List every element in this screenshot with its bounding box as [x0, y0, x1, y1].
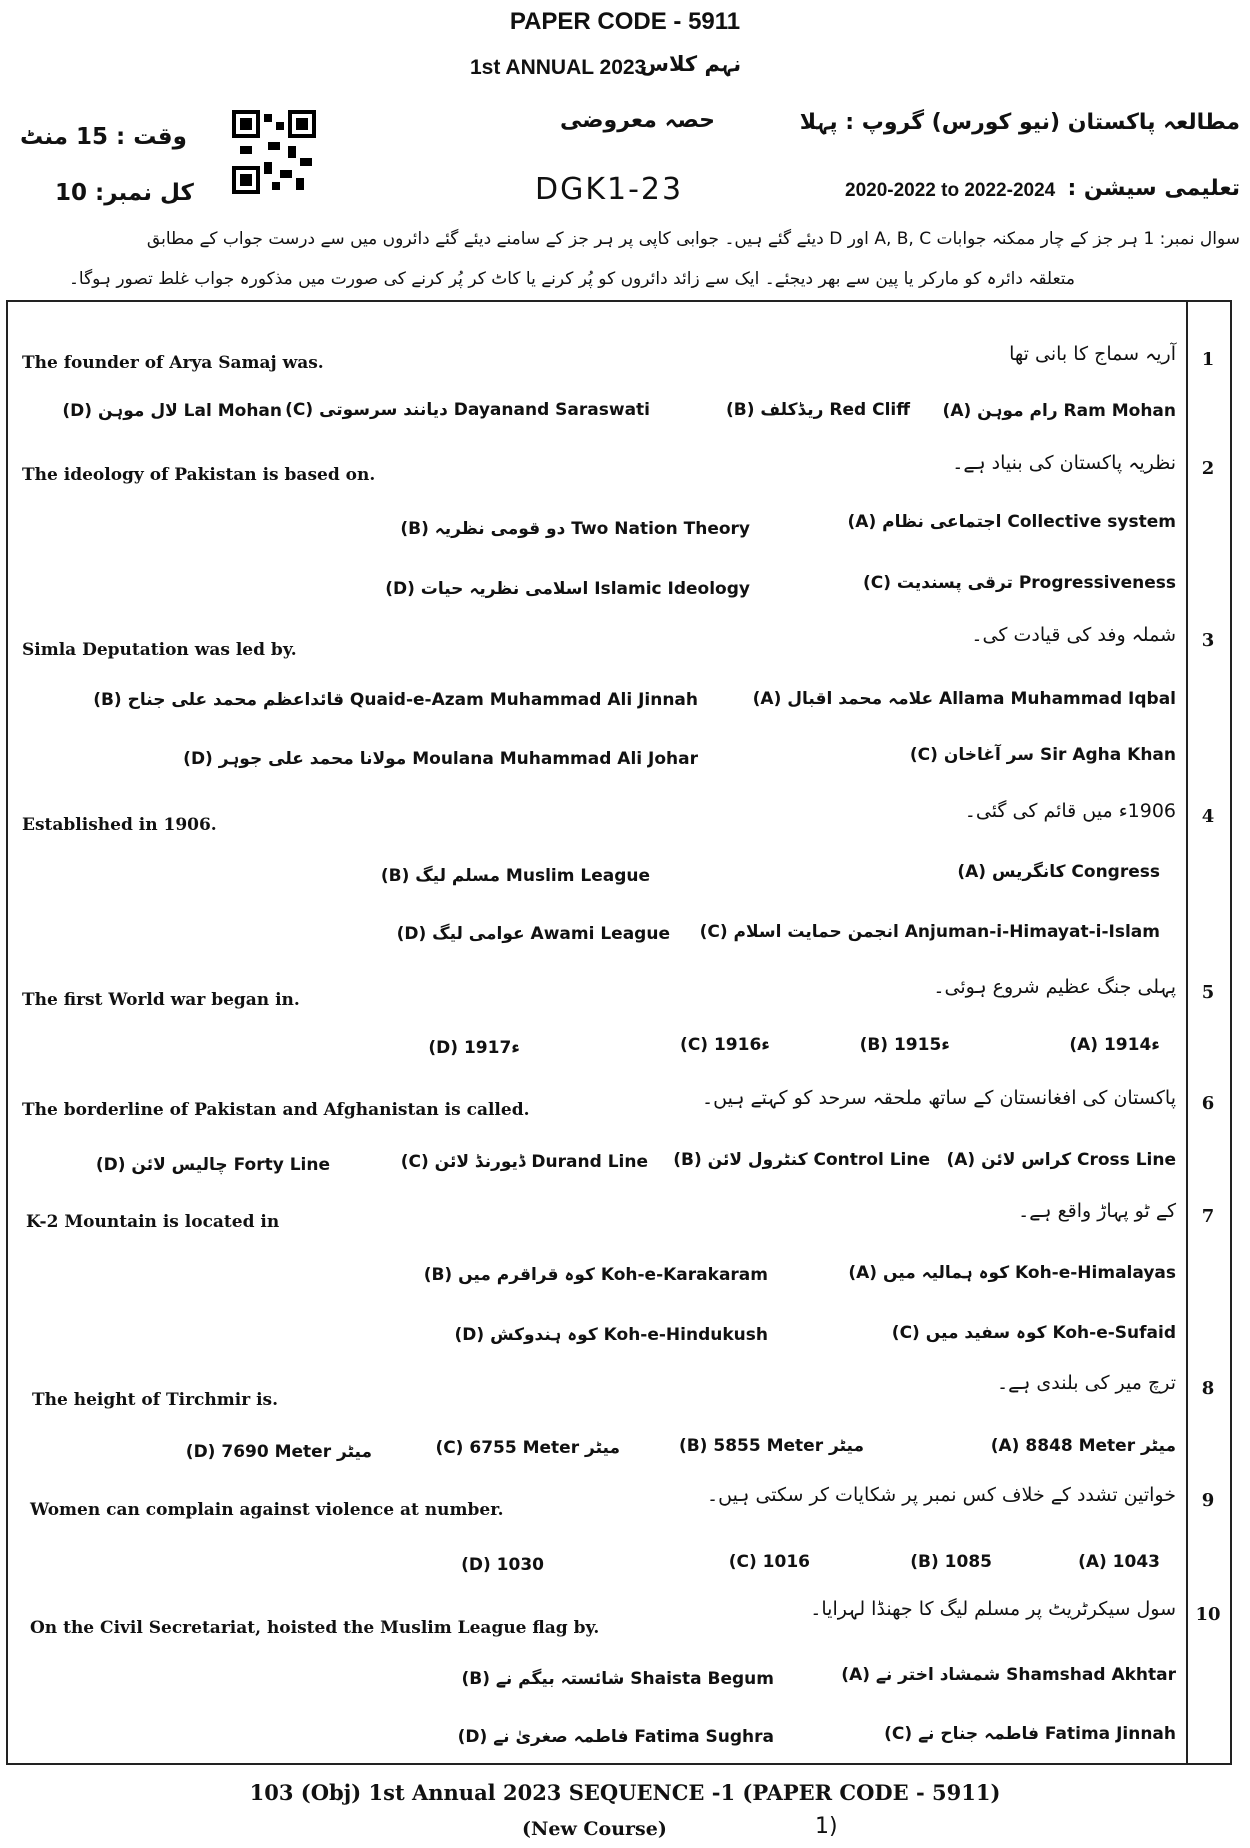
option-a: (A) شمشاد اختر نے Shamshad Akhtar	[841, 1665, 1176, 1685]
class-label: نہم کلاس	[640, 52, 742, 76]
option-c: (C) 1916ء	[680, 1035, 770, 1055]
option-b: (B) کنٹرول لائن Control Line	[673, 1150, 930, 1170]
instruction-line-2: متعلقہ دائرہ کو مارکر یا پین سے بھر دیجئے۔ ایک سے زائد دائروں کو پُر کرنے یا کاٹ کر پُر کرنے کی صورت میں مذکورہ جواب غلط تصور ہوگا۔	[68, 269, 1075, 289]
option-b: (B) 5855 Meter میٹر	[678, 1436, 864, 1456]
question-urdu: کے ٹو پہاڑ واقع ہے۔	[1018, 1200, 1176, 1222]
question-urdu: شملہ وفد کی قیادت کی۔	[971, 624, 1176, 646]
question-english: The ideology of Pakistan is based on.	[22, 465, 376, 485]
time-label: وقت : 15 منٹ	[20, 124, 187, 150]
option-c: (C) سر آغاخان Sir Agha Khan	[909, 745, 1176, 765]
option-c: (C) 1016	[728, 1552, 810, 1572]
question-number: 8	[1201, 1378, 1215, 1399]
question-urdu: 1906ء میں قائم کی گئی۔	[964, 800, 1176, 822]
option-d: (D) 1917ء	[428, 1038, 520, 1058]
option-b: (B) قائداعظم محمد علی جناح Quaid-e-Azam Muhammad Ali Jinnah	[93, 690, 698, 710]
footer-line-2: (New Course)	[522, 1818, 667, 1840]
question-english: Established in 1906.	[22, 815, 217, 835]
question-urdu: آریہ سماج کا بانی تھا	[1009, 343, 1176, 365]
option-a: (A) اجتماعی نظام Collective system	[847, 512, 1176, 532]
question-urdu: خواتین تشدد کے خلاف کس نمبر پر شکایات کر سکتی ہیں۔	[706, 1484, 1176, 1506]
option-a: (A) 1914ء	[1069, 1035, 1160, 1055]
question-english: The height of Tirchmir is.	[32, 1390, 279, 1410]
option-c: (C) دیانند سرسوتی Dayanand Saraswati	[285, 400, 650, 420]
question-urdu: پہلی جنگ عظیم شروع ہوئی۔	[933, 976, 1176, 998]
question-number: 9	[1201, 1490, 1215, 1511]
page-mark: 1)	[815, 1814, 838, 1839]
session-value: 2020-2022 to 2022-2024	[845, 180, 1056, 201]
question-number: 1	[1201, 349, 1215, 370]
paper-code: PAPER CODE - 5911	[509, 8, 741, 35]
option-b: (B) شائستہ بیگم نے Shaista Begum	[461, 1669, 774, 1689]
question-number: 5	[1201, 982, 1215, 1003]
option-d: (D) چالیس لائن Forty Line	[95, 1155, 330, 1175]
option-c: (C) فاطمہ جناح نے Fatima Jinnah	[884, 1724, 1176, 1744]
option-d: (D) فاطمہ صغریٰ نے Fatima Sughra	[457, 1727, 774, 1747]
option-a: (A) رام موہن Ram Mohan	[942, 401, 1176, 421]
option-b: (B) 1085	[910, 1552, 992, 1572]
option-d: (D) 7690 Meter میٹر	[185, 1442, 372, 1462]
question-english: K-2 Mountain is located in	[26, 1212, 280, 1232]
option-d: (D) اسلامی نظریہ حیات Islamic Ideology	[385, 579, 750, 599]
option-d: (D) لال موہن Lal Mohan	[62, 401, 282, 421]
option-b: (B) دو قومی نظریہ Two Nation Theory	[400, 519, 750, 539]
option-d: (D) مولانا محمد علی جوہر Moulana Muhammad Ali Johar	[183, 749, 698, 769]
option-a: (A) 8848 Meter میٹر	[990, 1436, 1176, 1456]
question-number: 10	[1195, 1604, 1221, 1625]
option-d: (D) کوہ ہندوکش Koh-e-Hindukush	[454, 1325, 768, 1345]
question-urdu: نظریہ پاکستان کی بنیاد ہے۔	[952, 452, 1176, 474]
marks-label: کل نمبر: 10	[55, 180, 194, 206]
annual-label: 1st ANNUAL 2023	[470, 56, 647, 79]
question-english: Women can complain against violence at number.	[30, 1500, 504, 1520]
option-b: (B) کوہ قراقرم میں Koh-e-Karakaram	[423, 1265, 768, 1285]
question-english: The first World war began in.	[22, 990, 300, 1010]
subject-label: مطالعہ پاکستان (نیو کورس) گروپ : پہلا	[799, 110, 1240, 135]
option-d: (D) عوامی لیگ Awami League	[396, 924, 670, 944]
question-number: 4	[1201, 806, 1215, 827]
question-number: 2	[1201, 458, 1215, 479]
option-b: (B) ریڈکلف Red Cliff	[725, 400, 910, 420]
option-a: (A) کراس لائن Cross Line	[946, 1150, 1176, 1170]
handwritten-code: DGK1-23	[535, 172, 684, 207]
question-english: Simla Deputation was led by.	[22, 640, 297, 660]
option-b: (B) مسلم لیگ Muslim League	[380, 866, 650, 886]
question-number-divider	[1186, 300, 1188, 1765]
question-number: 3	[1201, 630, 1215, 651]
footer-line-1: 103 (Obj) 1st Annual 2023 SEQUENCE -1 (PAPER CODE - 5911)	[249, 1780, 1001, 1805]
question-number: 6	[1201, 1093, 1215, 1114]
option-c: (C) کوہ سفید میں Koh-e-Sufaid	[891, 1323, 1176, 1343]
qr-code-icon	[232, 110, 316, 194]
option-c: (C) انجمن حمایت اسلام Anjuman-i-Himayat-i-Islam	[699, 922, 1160, 942]
question-urdu: ترچ میر کی بلندی ہے۔	[996, 1372, 1176, 1394]
question-urdu: پاکستان کی افغانستان کے ساتھ ملحقہ سرحد کو کہتے ہیں۔	[702, 1087, 1176, 1109]
option-d: (D) 1030	[461, 1555, 544, 1575]
option-a: (A) 1043	[1078, 1552, 1160, 1572]
session-label: تعلیمی سیشن :	[1067, 176, 1240, 201]
question-number: 7	[1201, 1206, 1215, 1227]
instruction-line-1: سوال نمبر: 1 ہر جز کے چار ممکنہ جوابات A, B, C اور D دیئے گئے ہیں۔ جوابی کاپی پر ہر جز کے سامنے دیئے گئے دائروں میں سے درست جواب کے مطابق	[146, 229, 1240, 249]
option-c: (C) ڈیورنڈ لائن Durand Line	[400, 1152, 648, 1172]
option-b: (B) 1915ء	[859, 1035, 950, 1055]
section-label: حصہ معروضی	[560, 108, 715, 133]
option-a: (A) کانگریس Congress	[957, 862, 1160, 882]
question-urdu: سول سیکرٹریٹ پر مسلم لیگ کا جھنڈا لہرایا۔	[810, 1598, 1176, 1620]
question-english: On the Civil Secretariat, hoisted the Muslim League flag by.	[30, 1618, 600, 1638]
option-a: (A) کوہ ہمالیہ میں Koh-e-Himalayas	[848, 1263, 1176, 1283]
option-c: (C) 6755 Meter میٹر	[435, 1438, 620, 1458]
option-c: (C) ترقی پسندیت Progressiveness	[862, 573, 1176, 593]
question-english: The founder of Arya Samaj was.	[22, 353, 324, 373]
option-a: (A) علامہ محمد اقبال Allama Muhammad Iqbal	[752, 689, 1176, 709]
question-english: The borderline of Pakistan and Afghanistan is called.	[22, 1100, 530, 1120]
